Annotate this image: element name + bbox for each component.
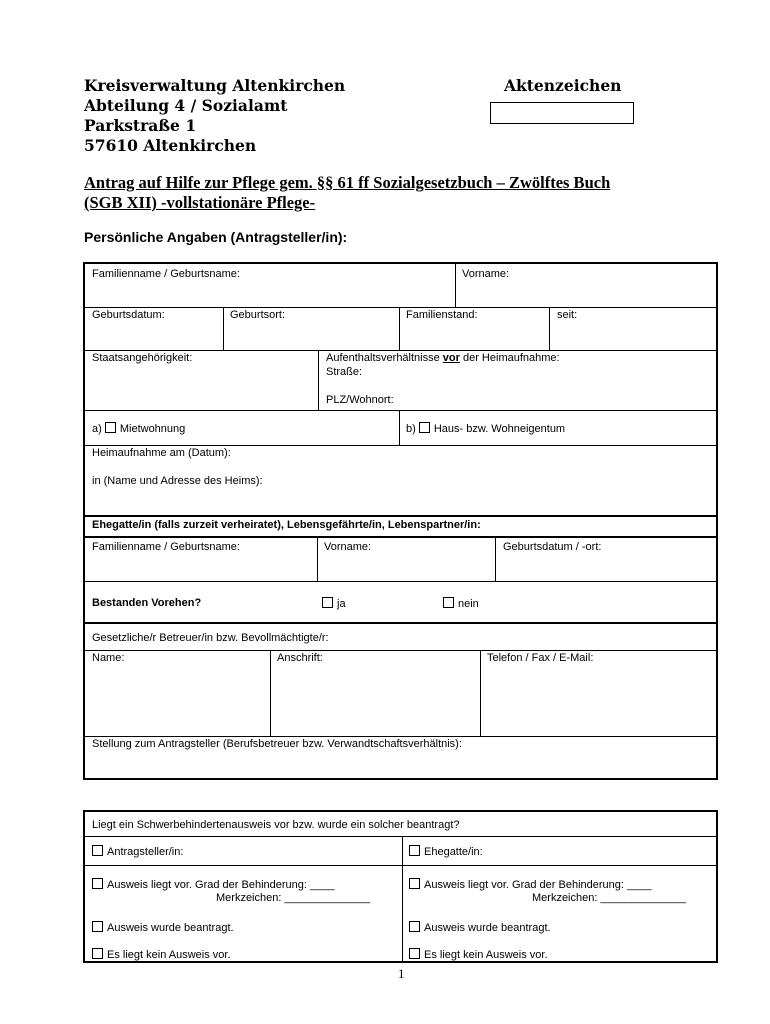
- geburtsdatum-field[interactable]: Geburtsdatum:: [92, 309, 165, 321]
- left-kein-ausweis-checkbox[interactable]: [92, 948, 103, 959]
- wohneigentum-checkbox[interactable]: [419, 422, 430, 433]
- left-ausweis-liegt-option[interactable]: [92, 878, 334, 892]
- staatsangehoerigkeit-field[interactable]: Staatsangehörigkeit:: [92, 352, 193, 364]
- spouse-geburtsdatum-field[interactable]: Geburtsdatum / -ort:: [503, 541, 602, 553]
- option-b-prefix: b): [406, 423, 416, 435]
- right-ausweis-liegt-checkbox[interactable]: [409, 878, 420, 889]
- authority-address: [84, 76, 345, 156]
- form-title-line-1: Antrag auf Hilfe zur Pflege gem. §§ 61 ff Sozialgesetzbuch – Zwölftes Buch: [84, 173, 611, 192]
- vorehen-question: Bestanden Vorehen?: [92, 597, 202, 609]
- aktenzeichen-field[interactable]: [490, 102, 634, 124]
- vorehen-ja-option[interactable]: [322, 597, 346, 611]
- betreuer-heading: Gesetzliche/r Betreuer/in bzw. Bevollmächtigte/r:: [92, 632, 329, 644]
- right-beantragt-option[interactable]: [409, 921, 551, 935]
- vorehen-ja-checkbox[interactable]: [322, 597, 333, 608]
- vorehen-nein-label: nein: [458, 598, 479, 610]
- spouse-heading: Ehegatte/in (falls zurzeit verheiratet), Lebensgefährte/in, Lebenspartner/in:: [92, 519, 481, 531]
- aufenthalt-label-vor: vor: [442, 352, 460, 364]
- disability-question: Liegt ein Schwerbehindertenausweis vor bzw. wurde ein solcher beantragt?: [92, 819, 460, 831]
- address-line-1: Kreisverwaltung Altenkirchen: [84, 76, 346, 95]
- form-title-line-2: (SGB XII) -vollstationäre Pflege-: [84, 193, 316, 212]
- right-ausweis-liegt-label: Ausweis liegt vor. Grad der Behinderung: ____: [424, 879, 652, 891]
- address-line-4: 57610 Altenkirchen: [84, 136, 257, 155]
- aktenzeichen-label: Aktenzeichen: [504, 76, 622, 95]
- betreuer-name-field[interactable]: Name:: [92, 652, 125, 664]
- right-merkzeichen-field[interactable]: Merkzeichen: ______________: [532, 892, 687, 904]
- option-mietwohnung[interactable]: [92, 422, 185, 436]
- plz-wohnort-field[interactable]: PLZ/Wohnort:: [326, 394, 394, 406]
- heimaufnahme-datum-field[interactable]: Heimaufnahme am (Datum):: [92, 447, 231, 459]
- left-beantragt-label: Ausweis wurde beantragt.: [107, 922, 234, 934]
- left-beantragt-option[interactable]: [92, 921, 234, 935]
- antragsteller-option[interactable]: [92, 845, 183, 859]
- left-kein-ausweis-label: Es liegt kein Ausweis vor.: [107, 949, 231, 961]
- betreuer-stellung-field[interactable]: Stellung zum Antragsteller (Berufsbetreuer bzw. Verwandtschaftsverhältnis):: [92, 738, 462, 750]
- heim-name-adresse-field[interactable]: in (Name und Adresse des Heims):: [92, 475, 263, 487]
- right-beantragt-label: Ausweis wurde beantragt.: [424, 922, 551, 934]
- form-title: [84, 173, 684, 213]
- seit-field[interactable]: seit:: [557, 309, 578, 321]
- address-line-3: Parkstraße 1: [84, 116, 197, 135]
- option-wohneigentum[interactable]: [406, 422, 565, 436]
- address-line-2: Abteilung 4 / Sozialamt: [84, 96, 288, 115]
- option-a-prefix: a): [92, 423, 102, 435]
- vorname-field[interactable]: Vorname:: [462, 268, 510, 280]
- left-merkzeichen-field[interactable]: Merkzeichen: ______________: [216, 892, 371, 904]
- geburtsort-field[interactable]: Geburtsort:: [230, 309, 286, 321]
- familienstand-field[interactable]: Familienstand:: [406, 309, 478, 321]
- antragsteller-checkbox[interactable]: [92, 845, 103, 856]
- mietwohnung-label: Mietwohnung: [119, 423, 186, 435]
- section-title-personal: Persönliche Angaben (Antragsteller/in):: [84, 229, 348, 245]
- vorehen-ja-label: ja: [337, 598, 346, 610]
- familienname-field[interactable]: Familienname / Geburtsname:: [92, 268, 240, 280]
- spouse-familienname-field[interactable]: Familienname / Geburtsname:: [92, 541, 240, 553]
- vorehen-nein-checkbox[interactable]: [443, 597, 454, 608]
- right-kein-ausweis-checkbox[interactable]: [409, 948, 420, 959]
- right-beantragt-checkbox[interactable]: [409, 921, 420, 932]
- left-ausweis-liegt-label: Ausweis liegt vor. Grad der Behinderung: ____: [107, 879, 335, 891]
- antragsteller-label: Antragsteller/in:: [107, 846, 184, 858]
- right-kein-ausweis-label: Es liegt kein Ausweis vor.: [424, 949, 548, 961]
- betreuer-anschrift-field[interactable]: Anschrift:: [277, 652, 323, 664]
- betreuer-telefon-field[interactable]: Telefon / Fax / E-Mail:: [487, 652, 594, 664]
- ehegatte-option[interactable]: [409, 845, 483, 859]
- mietwohnung-checkbox[interactable]: [105, 422, 116, 433]
- left-kein-ausweis-option[interactable]: [92, 948, 231, 962]
- aufenthalt-label: [326, 352, 560, 365]
- vorehen-nein-option[interactable]: [443, 597, 479, 611]
- disability-table: [83, 810, 718, 963]
- spouse-vorname-field[interactable]: Vorname:: [324, 541, 372, 553]
- right-ausweis-liegt-option[interactable]: [409, 878, 651, 892]
- wohneigentum-label: Haus- bzw. Wohneigentum: [433, 423, 566, 435]
- aufenthalt-label-post: der Heimaufnahme:: [459, 352, 560, 364]
- left-ausweis-liegt-checkbox[interactable]: [92, 878, 103, 889]
- aufenthalt-label-pre: Aufenthaltsverhältnisse: [326, 352, 443, 364]
- strasse-field[interactable]: Straße:: [326, 366, 363, 378]
- page-number: 1: [398, 966, 405, 981]
- ehegatte-checkbox[interactable]: [409, 845, 420, 856]
- ehegatte-label: Ehegatte/in:: [424, 846, 483, 858]
- personal-data-table: [83, 262, 718, 780]
- right-kein-ausweis-option[interactable]: [409, 948, 548, 962]
- left-beantragt-checkbox[interactable]: [92, 921, 103, 932]
